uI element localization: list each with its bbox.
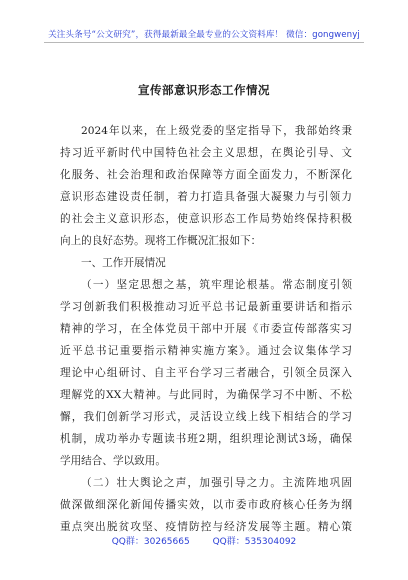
paragraph-line: 的社会主义意识形态，使意识形态工作局势始终保持积极 [60,213,352,225]
paragraph-line: （一）坚定思想之基，筑牢理论根基。常态制度引领 [81,279,352,291]
paragraph-line: 学习创新我们积极推动习近平总书记最新重要讲话和指示 [60,301,352,313]
header-divider [44,42,364,43]
paragraph-line: 学用结合、学以致用。 [60,455,166,467]
paragraph-line: 做深做细深化新闻传播实效，以市委市政府核心任务为纲 [60,499,352,511]
paragraph-line: 机制，成功举办专题读书班2期，组织理论测试3场，确保 [60,433,352,445]
paragraph-line: 懈，我们创新学习形式，灵活设立线上线下相结合的学习 [60,411,352,423]
paragraph-line: 化服务、社会治理和政治保障等方面全面发力，不断深化 [60,169,352,181]
paragraph-line: 近平总书记重要指示精神实施方案》。通过会议集体学习 [60,345,352,357]
section-heading: 一、工作开展情况 [81,257,166,269]
paragraph-line: 2024年以来，在上级党委的坚定指导下，我部始终秉 [81,125,352,137]
document-title: 宣传部意识形态工作情况 [138,83,270,97]
paragraph-line: 精神的学习，在全体党员干部中开展《市委宣传部落实习 [60,323,352,335]
paragraph-line: 向上的良好态势。现将工作概况汇报如下： [60,235,262,247]
paragraph-line: 理解党的XX大精神。与此同时，为确保学习不中断、不松 [60,389,352,401]
qq-group-2: QQ群：535304092 [212,537,297,547]
promo-header: 关注头条号“公文研究”，获得最新最全最专业的公文资料库！ 微信：gongwenyj [48,30,360,40]
qq-group-1: QQ群：30265665 [111,537,190,547]
paragraph-line: 持习近平新时代中国特色社会主义思想，在舆论引导、文 [60,147,352,159]
document-body [60,120,352,538]
promo-footer [0,534,408,547]
paragraph-line: 理论中心组研讨、自主平台学习三者融合，引领全员深入 [60,367,352,379]
paragraph-line: 意识形态建设责任制，着力打造具备强大凝聚力与引领力 [60,191,352,203]
paragraph-line: （二）壮大舆论之声，加强引导之力。主流阵地巩固 [81,477,352,489]
paragraph-line: 重点突出脱贫攻坚、疫情防控与经济发展等主题。精心策 [60,521,352,533]
